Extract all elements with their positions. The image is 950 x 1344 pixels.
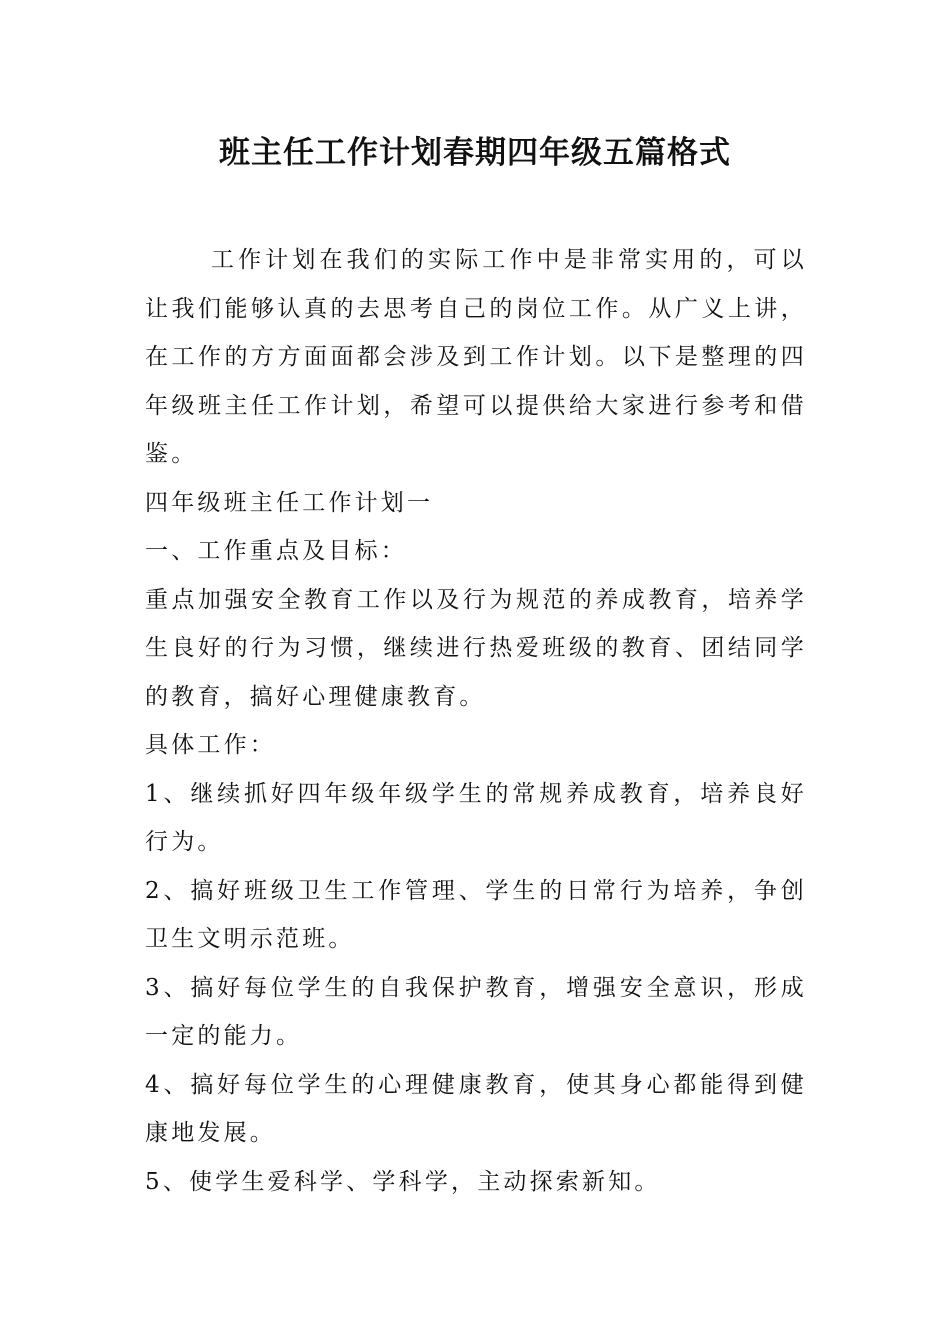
document-body (145, 236, 807, 1206)
body-paragraph: 重点加强安全教育工作以及行为规范的养成教育，培养学生良好的行为习惯，继续进行热爱班级的教育、团结同学的教育，搞好心理健康教育。 (145, 586, 807, 710)
subsection-heading: 具体工作： (145, 732, 276, 758)
list-item: 3、搞好每位学生的自我保护教育，增强安全意识，形成一定的能力。 (145, 974, 807, 1049)
list-item: 2、搞好班级卫生工作管理、学生的日常行为培养，争创卫生文明示范班。 (145, 877, 807, 952)
list-item: 5、使学生爱科学、学科学，主动探索新知。 (145, 1168, 661, 1195)
intro-paragraph: 工作计划在我们的实际工作中是非常实用的，可以让我们能够认真的去思考自己的岗位工作。从广义上讲，在工作的方方面面都会涉及到工作计划。以下是整理的四年级班主任工作计划，希望可以提供给大家进行参考和借鉴。 (145, 247, 807, 467)
section-heading: 四年级班主任工作计划一 (145, 489, 434, 516)
document-title: 班主任工作计划春期四年级五篇格式 (219, 135, 731, 171)
list-item: 4、搞好每位学生的心理健康教育，使其身心都能得到健康地发展。 (145, 1071, 807, 1146)
list-item: 1、继续抓好四年级年级学生的常规养成教育，培养良好行为。 (145, 780, 807, 855)
subsection-heading: 一、工作重点及目标： (145, 538, 407, 564)
